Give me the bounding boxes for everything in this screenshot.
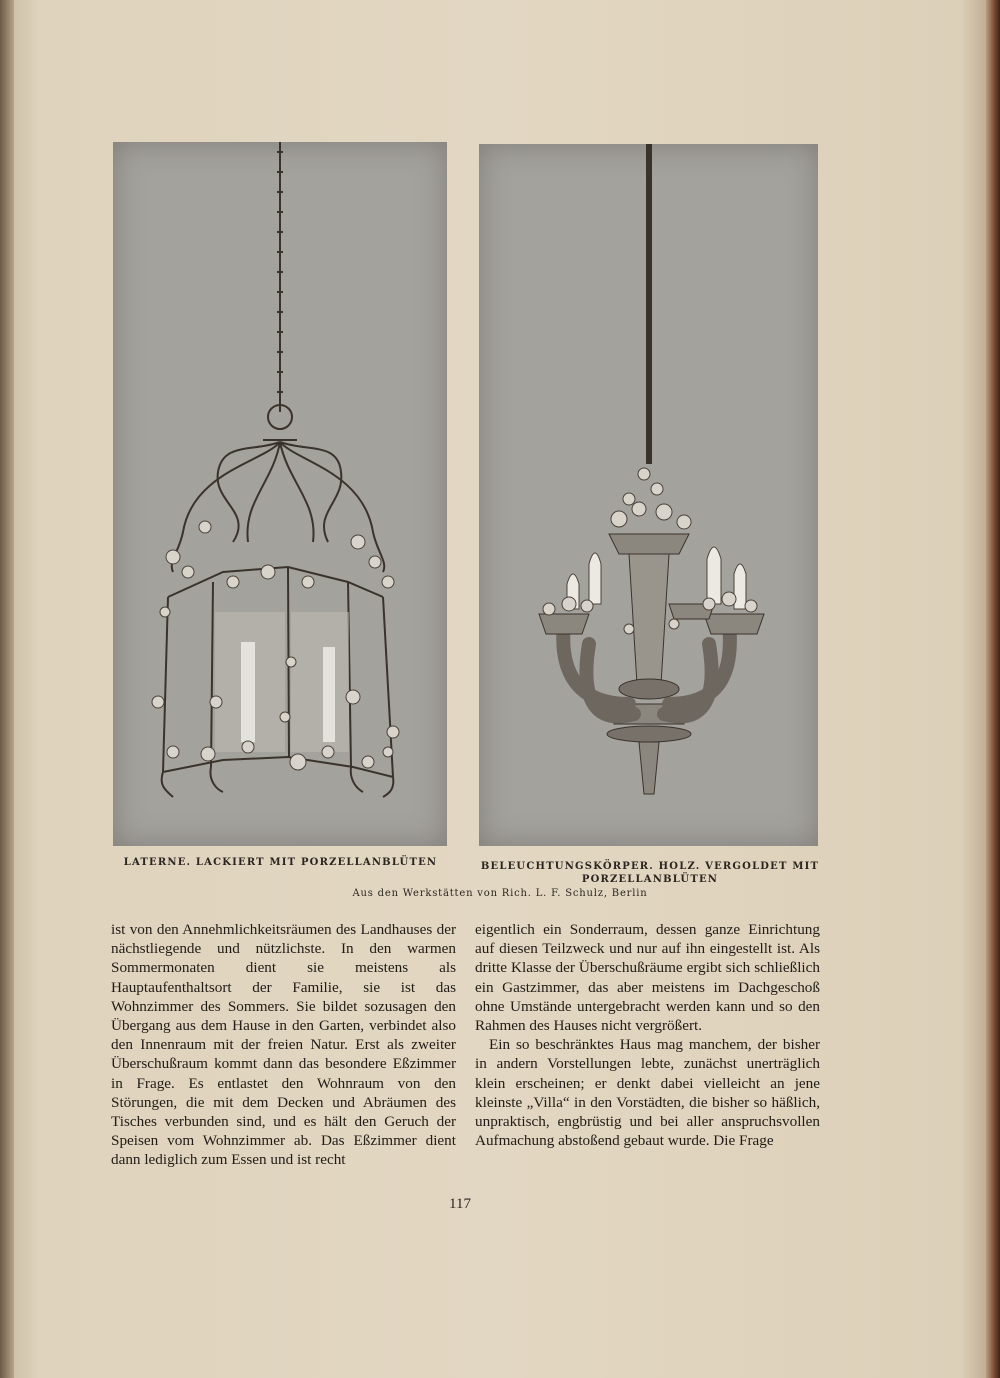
text-column-left bbox=[111, 920, 456, 1170]
page-number: 117 bbox=[449, 1196, 471, 1212]
text-column-right bbox=[475, 920, 820, 1150]
caption-lantern: LATERNE. LACKIERT MIT PORZELLANBLÜTEN bbox=[123, 857, 438, 868]
workshop-credit: Aus den Werkstätten von Rich. L. F. Schulz, Berlin bbox=[352, 888, 648, 899]
lantern-photo bbox=[113, 142, 447, 846]
chandelier-photo bbox=[479, 144, 818, 846]
chandelier-illustration bbox=[479, 144, 818, 846]
page-edge-right bbox=[986, 0, 1000, 1378]
lantern-illustration bbox=[113, 142, 447, 846]
caption-chandelier: BELEUCHTUNGSKÖRPER. HOLZ. VERGOLDET MIT PORZELLANBLÜTEN bbox=[480, 861, 820, 885]
book-spine-edge bbox=[0, 0, 14, 1378]
paragraph: ist von den Annehmlichkeitsräumen des Landhauses der nächstliegende und nützlichste. In den warmen Sommermonaten dient sie meistens als Hauptaufenthaltsort der Familie, sie ist das Wohnzimmer des Sommers. Sie bildet sozusagen den Übergang aus dem Hause in den Garten, verbindet also den Innenraum mit der freien Natur. Erst als zweiter Überschußraum kommt dann das besondere Eßzimmer in Frage. Es entlastet den Wohnraum von den Störungen, die mit dem Decken und Abräumen des Tisches verbunden sind, und es hält den Geruch der Speisen vom Wohnzimmer ab. Das Eßzimmer dient dann lediglich zum Essen und ist recht bbox=[111, 921, 456, 1169]
paragraph: eigentlich ein Sonderraum, dessen ganze Einrichtung auf diesen Teilzweck und nur auf ihn eingestellt ist. Als dritte Klasse der Überschußräume ergibt sich schließlich ein Gastzimmer, das aber meistens im Dachgeschoß ohne Umstände untergebracht werden kann und so den Rahmen des Hauses nicht vergrößert. bbox=[475, 921, 820, 1035]
paragraph: Ein so beschränktes Haus mag manchem, der bisher in andern Vorstellungen lebte, zunächst unerträglich klein erscheinen; er denkt dabei vielleicht an jene kleinste „Villa“ in den Vorstädten, die bisher so häßlich, unpraktisch, engbrüstig und bei aller anspruchsvollen Aufmachung abstoßend gebaut wurde. Die Frage bbox=[475, 1036, 820, 1150]
